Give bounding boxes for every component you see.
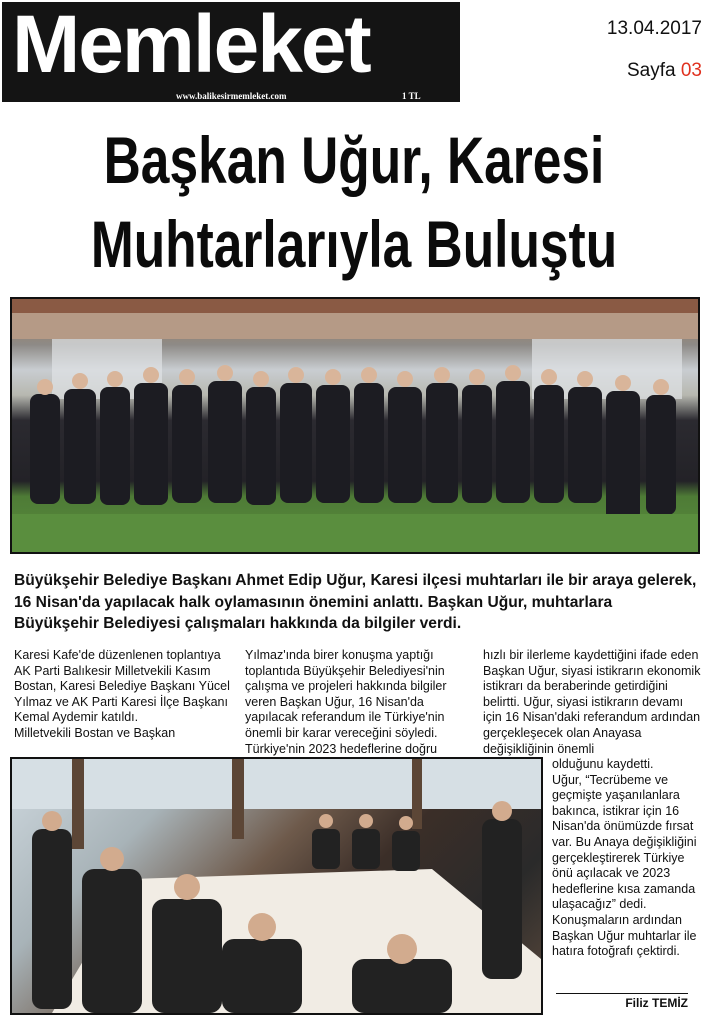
headline-line-2: Muhtarlarıyla Buluştu xyxy=(90,207,618,281)
page-label: Sayfa xyxy=(626,60,676,81)
masthead-title: Memleket xyxy=(12,0,370,90)
paragraph: Yılmaz'ında birer konuşma yaptığı toplantıda Büyükşehir Belediyesi'nin çalışma ve projeleri hakkında bilgiler veren Başkan Uğur, 16 Nisan'da yapılacak referandum ile Türkiye'nin önemli bir karar vereceğini söyledi. Türkiye'nin 2023 hedeflerine doğru xyxy=(245,648,447,756)
body-column-2 xyxy=(245,648,473,757)
issue-date: 13.04.2017 xyxy=(606,18,702,39)
paragraph: hızlı bir ilerleme kaydettiğini ifade eden Başkan Uğur, siyasi istikrarın ekonomik istikrarı da beraberinde getirdiğini belirtti. Uğur, siyasi istikrarın devamı için 16 Nisan'daki referandum ardından gerçekleşecek olan Anayasa değişikliğinin önemli xyxy=(483,648,701,756)
group-photo-people xyxy=(12,299,698,552)
body-column-1 xyxy=(14,648,234,742)
meeting-photo-scene xyxy=(12,759,541,1013)
group-photo xyxy=(10,297,700,554)
page-number xyxy=(627,60,702,82)
masthead-price: 1 TL xyxy=(402,91,421,101)
meeting-photo-figures xyxy=(12,759,541,1013)
paragraph: Konuşmaların ardından Başkan Uğur muhtarlar ile hatıra fotoğrafı çektirdi. xyxy=(552,912,697,959)
paragraph: Milletvekili Bostan ve Başkan xyxy=(14,725,176,740)
group-photo-figures xyxy=(12,299,698,552)
body-column-3-continued xyxy=(552,757,702,960)
paragraph: Uğur, “Tecrübeme ve geçmişte yaşanılanlara bakınca, istikrar için 16 Nisan'da önümüzde fırsat var. Bu Anaya değişikliğini gerçekleştirerek Türkiye önü açılacak ve 2023 hedeflerine kısa zamanda ulaşacağız” dedi. xyxy=(552,772,697,912)
page-number-value: 03 xyxy=(680,60,702,81)
headline-line-1: Başkan Uğur, Karesi xyxy=(103,123,605,197)
body-column-3 xyxy=(483,648,703,757)
masthead-url[interactable]: www.balikesirmemleket.com xyxy=(176,91,287,101)
paragraph: Karesi Kafe'de düzenlenen toplantıya AK Parti Balıkesir Milletvekili Kasım Bostan, Karesi Belediye Başkanı Yücel Yılmaz ve AK Parti Karesi İlçe Başkanı Kemal Aydemir katıldı. xyxy=(14,648,230,725)
paragraph: olduğunu kaydetti. xyxy=(552,757,654,771)
masthead xyxy=(2,2,460,102)
meeting-photo xyxy=(10,757,543,1015)
headline xyxy=(78,118,630,286)
article-lede: Büyükşehir Belediye Başkanı Ahmet Edip Uğur, Karesi ilçesi muhtarları ile bir araya gelerek, 16 Nisan'da yapılacak halk oylamasının önemini anlattı. Başkan Uğur, muhtarlara Büyükşehir Belediyesi çalışmaları hakkında da bilgiler verdi. xyxy=(14,572,697,632)
byline: Filiz TEMİZ xyxy=(556,993,688,1010)
